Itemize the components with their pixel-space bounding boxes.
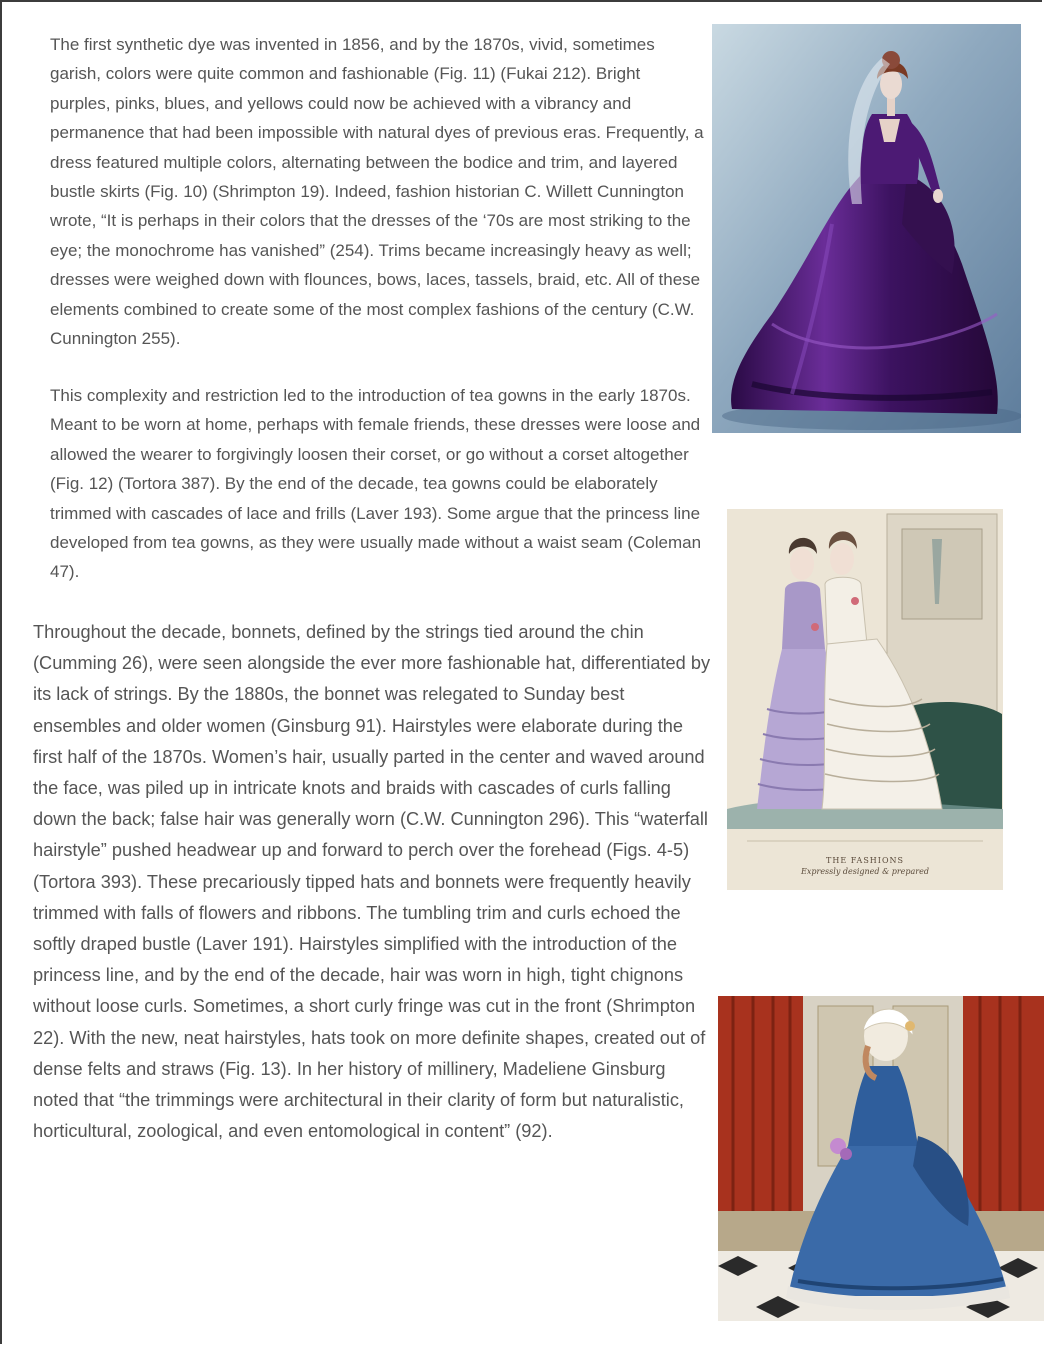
fashion-plate-illustration bbox=[727, 509, 1003, 890]
purple-dress-photo bbox=[712, 24, 1021, 433]
paragraph-synthetic-dyes: The first synthetic dye was invented in 1856, and by the 1870s, vivid, sometimes garish, colors were quite common and fashionable (Fig. 11) (Fukai 212). Bright purples, pinks, blues, and yellows could now be achieved with a vibrancy and permanence that had been impossible with natural dyes of previous eras. Frequently, a dress featured multiple colors, alternating between the bodice and trim, and layered bustle skirts (Fig. 10) (Shrimpton 19). Indeed, fashion historian C. Willett Cunnington wrote, “It is perhaps in their colors that the dresses of the ‘70s are most striking to the eye; the monochrome has vanished” (254). Trims became increasingly heavy as well; dresses were weighed down with flounces, bows, laces, tassels, braid, etc. All of these elements combined to create some of the most complex fashions of the century (C.W. Cunnington 255). bbox=[50, 35, 704, 349]
blue-dress-photo bbox=[718, 996, 1044, 1321]
fashion-plate-caption: THE FASHIONS Expressly designed & prepared bbox=[727, 856, 1003, 876]
paragraph-tea-gowns: This complexity and restriction led to the introduction of tea gowns in the early 1870s. Meant to be worn at home, perhaps with female friends, these dresses were loose and allowed the wearer to forgivingly loosen their corset, or go without a corset altogether (Fig. 12) (Tortora 387). By the end of the decade, tea gowns could be elaborately trimmed with cascades of lace and frills (Laver 193). Some argue that the princess line developed from tea gowns, as they were usually made without a waist seam (Coleman 47). bbox=[50, 386, 702, 582]
fashion-plate-subcaption: Expressly designed & prepared bbox=[801, 867, 929, 876]
paragraph-bonnets-hairstyles: Throughout the decade, bonnets, defined by the strings tied around the chin (Cumming 26), were seen alongside the ever more fashionable hat, differentiated by its lack of strings. By the 1880s, the bonnet was relegated to Sunday best ensembles and older women (Ginsburg 91). Hairstyles were elaborate during the first half of the 1870s. Women’s hair, usually parted in the center and waved around the face, was piled up in intricate knots and braids with cascades of curls falling down the back; false hair was generally worn (C.W. Cunnington 296). This “waterfall hairstyle” pushed headwear up and forward to perch over the forehead (Figs. 4-5) (Tortora 393). These precariously tipped hats and bonnets were frequently heavily trimmed with falls of flowers and ribbons. The tumbling trim and curls echoed the softly draped bustle (Laver 191). Hairstyles simplified with the introduction of the princess line, and by the end of the decade, hair was worn in high, tight chignons without loose curls. Sometimes, a short curly fringe was cut in the front (Shrimpton 22). With the new, neat hairstyles, hats took on more definite shapes, created out of dense felts and straws (Fig. 13). In her history of millinery, Madeliene Ginsburg noted that “the trimmings were architectural in their clarity of form but naturalistic, horticultural, zoological, and even entomological in content” (92). bbox=[33, 622, 711, 1142]
